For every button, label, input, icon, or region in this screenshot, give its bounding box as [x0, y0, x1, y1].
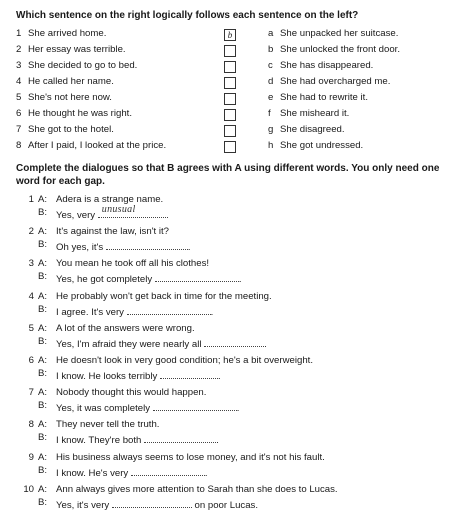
left-sentence: She decided to go to bed. — [28, 60, 138, 71]
speaker-a-label: A: — [38, 419, 48, 431]
option-letter: b — [268, 44, 274, 55]
option-letter: h — [268, 140, 274, 151]
match-row — [16, 28, 446, 44]
speaker-b-line — [56, 432, 219, 446]
speaker-b-line — [56, 271, 242, 285]
speaker-a-label: A: — [38, 322, 48, 334]
left-sentence: She arrived home. — [28, 28, 107, 39]
option-letter: a — [268, 28, 274, 39]
match-row — [16, 76, 446, 92]
speaker-b-line — [56, 336, 267, 350]
speaker-b-text: I agree. It's very — [56, 306, 127, 318]
speaker-b-line — [56, 304, 213, 318]
match-row — [16, 124, 446, 140]
item-number: 2 — [16, 44, 22, 55]
match-row — [16, 92, 446, 108]
item-number: 7 — [16, 124, 22, 135]
answer-gap[interactable] — [112, 497, 192, 508]
dialogue-number: 8 — [28, 419, 34, 431]
answer-box[interactable] — [224, 109, 236, 121]
answer-gap[interactable] — [131, 465, 205, 476]
right-sentence: She misheard it. — [280, 108, 350, 119]
item-number: 3 — [16, 60, 22, 71]
item-number: 6 — [16, 108, 22, 119]
speaker-b-text: Yes, it was completely — [56, 403, 153, 415]
option-letter: g — [268, 124, 274, 135]
speaker-b-line — [56, 239, 191, 253]
speaker-a-label: A: — [38, 290, 48, 302]
item-number: 1 — [16, 28, 22, 39]
speaker-a-text: Ann always gives more attention to Sarah than she does to Lucas. — [56, 483, 338, 495]
answer-box[interactable] — [224, 93, 236, 105]
speaker-a-text: They never tell the truth. — [56, 419, 160, 431]
speaker-a-label: A: — [38, 451, 48, 463]
option-letter: c — [268, 60, 273, 71]
speaker-b-text: I know. They're both — [56, 435, 145, 447]
left-sentence: She got to the hotel. — [28, 124, 114, 135]
speaker-b-label: B: — [38, 335, 48, 347]
speaker-b-text: I know. He's very — [56, 467, 131, 479]
speaker-b-text: I know. He looks terribly — [56, 371, 160, 382]
right-sentence: She got undressed. — [280, 140, 364, 151]
answer-gap[interactable] — [160, 368, 218, 379]
answer-gap[interactable] — [155, 271, 239, 282]
dialogue-item — [20, 194, 450, 224]
match-row — [16, 44, 446, 60]
speaker-b-line — [56, 204, 168, 221]
speaker-a-text: His business always seems to lose money, and it's not his fault. — [56, 451, 325, 463]
answer-box[interactable] — [224, 141, 236, 153]
dialogue-item — [20, 291, 450, 321]
item-number: 4 — [16, 76, 22, 87]
answer-gap[interactable] — [127, 304, 211, 315]
right-sentence: She has disappeared. — [280, 60, 374, 71]
speaker-a-label: A: — [38, 194, 48, 205]
answer-gap[interactable] — [144, 432, 216, 443]
right-sentence: She had overcharged me. — [280, 76, 391, 87]
right-sentence: She unlocked the front door. — [280, 44, 401, 55]
speaker-b-label: B: — [38, 271, 48, 283]
speaker-b-line — [56, 368, 221, 382]
dialogue-item — [20, 323, 450, 353]
speaker-b-text-end: . — [187, 242, 191, 254]
speaker-a-text: A lot of the answers were wrong. — [56, 322, 195, 334]
answer-box[interactable] — [224, 61, 236, 73]
speaker-b-text: Oh yes, it's — [56, 242, 106, 254]
speaker-b-text-end: . — [264, 338, 267, 350]
option-letter: f — [268, 108, 271, 119]
left-sentence: She's not here now. — [28, 92, 112, 103]
speaker-a-label: A: — [38, 226, 48, 238]
dialogue-number: 6 — [28, 355, 34, 366]
speaker-b-line — [56, 465, 208, 479]
left-sentence: After I paid, I looked at the price. — [28, 140, 167, 151]
left-sentence: He thought he was right. — [28, 108, 132, 119]
answer-box[interactable] — [224, 77, 236, 89]
dialogue-number: 5 — [28, 322, 34, 334]
dialogue-number: 9 — [28, 451, 34, 463]
speaker-b-line — [56, 400, 239, 414]
speaker-b-text: Yes, I'm afraid they were nearly all — [56, 338, 205, 350]
speaker-a-text: Nobody thought this would happen. — [56, 387, 207, 399]
speaker-a-text: Adera is a strange name. — [56, 194, 164, 205]
speaker-a-text: It's against the law, isn't it? — [56, 226, 169, 238]
dialogue-item — [20, 484, 450, 514]
answer-gap[interactable] — [204, 336, 264, 347]
dialogue-item — [20, 419, 450, 449]
speaker-b-label: B: — [38, 400, 48, 412]
speaker-a-text: You mean he took off all his clothes! — [56, 258, 210, 270]
handwritten-answer: unusual — [101, 204, 136, 215]
item-number: 8 — [16, 140, 22, 151]
speaker-a-text: He probably won't get back in time for the meeting. — [56, 290, 272, 302]
dialogue-item — [20, 355, 450, 385]
speaker-a-label: A: — [38, 258, 48, 270]
dialogue-number: 3 — [28, 258, 34, 270]
answer-gap[interactable] — [98, 204, 168, 218]
speaker-b-line — [56, 497, 258, 511]
dialogue-number: 7 — [28, 387, 34, 399]
dialogue-item — [20, 387, 450, 417]
match-row — [16, 140, 446, 156]
option-letter: d — [268, 76, 274, 87]
option-letter: e — [268, 92, 274, 103]
speaker-a-text: He doesn't look in very good condition; he's a bit overweight. — [56, 355, 313, 366]
speaker-b-text: Yes, very — [56, 210, 98, 221]
right-sentence: She unpacked her suitcase. — [280, 28, 399, 39]
speaker-b-text: Yes, it's very — [56, 499, 112, 511]
speaker-b-text-end: on poor Lucas. — [191, 499, 259, 511]
item-number: 5 — [16, 92, 22, 103]
dialogue-number: 4 — [28, 290, 34, 302]
speaker-b-text-end: . — [238, 274, 242, 286]
speaker-b-text: Yes, he got completely — [56, 274, 155, 286]
dialogue-item — [20, 258, 450, 288]
speaker-b-label: B: — [38, 207, 48, 218]
dialogue-number: 2 — [28, 226, 34, 238]
dialogue-number: 10 — [23, 483, 34, 495]
speaker-b-text-end: . — [217, 371, 221, 382]
right-sentence: She had to rewrite it. — [280, 92, 368, 103]
right-sentence: She disagreed. — [280, 124, 345, 135]
dialogue-heading: Complete the dialogues so that B agrees with A using different words. You only need one word for each gap. — [16, 163, 440, 187]
left-sentence: Her essay was terrible. — [28, 44, 126, 55]
speaker-b-text-end: . — [216, 435, 219, 447]
answer-gap[interactable] — [106, 239, 188, 250]
matching-heading: Which sentence on the right logically follows each sentence on the left? — [16, 10, 359, 21]
speaker-b-text-end: . — [236, 403, 240, 415]
speaker-b-label: B: — [38, 496, 48, 508]
dialogue-number: 1 — [28, 194, 34, 205]
speaker-a-label: A: — [38, 387, 48, 399]
answer-box[interactable]: b — [224, 29, 236, 41]
speaker-b-label: B: — [38, 368, 48, 379]
answer-box[interactable] — [224, 125, 236, 137]
speaker-b-label: B: — [38, 432, 48, 444]
speaker-b-label: B: — [38, 239, 48, 251]
speaker-b-label: B: — [38, 303, 48, 315]
answer-gap[interactable] — [153, 400, 237, 411]
speaker-b-text-end: . — [210, 306, 214, 318]
speaker-b-text-end: . — [204, 467, 208, 479]
left-sentence: He called her name. — [28, 76, 114, 87]
speaker-a-label: A: — [38, 483, 48, 495]
speaker-b-label: B: — [38, 464, 48, 476]
match-row — [16, 60, 446, 76]
answer-box[interactable] — [224, 45, 236, 57]
match-row — [16, 108, 446, 124]
dialogue-item — [20, 226, 450, 256]
speaker-a-label: A: — [38, 355, 48, 366]
dialogue-item — [20, 452, 450, 482]
